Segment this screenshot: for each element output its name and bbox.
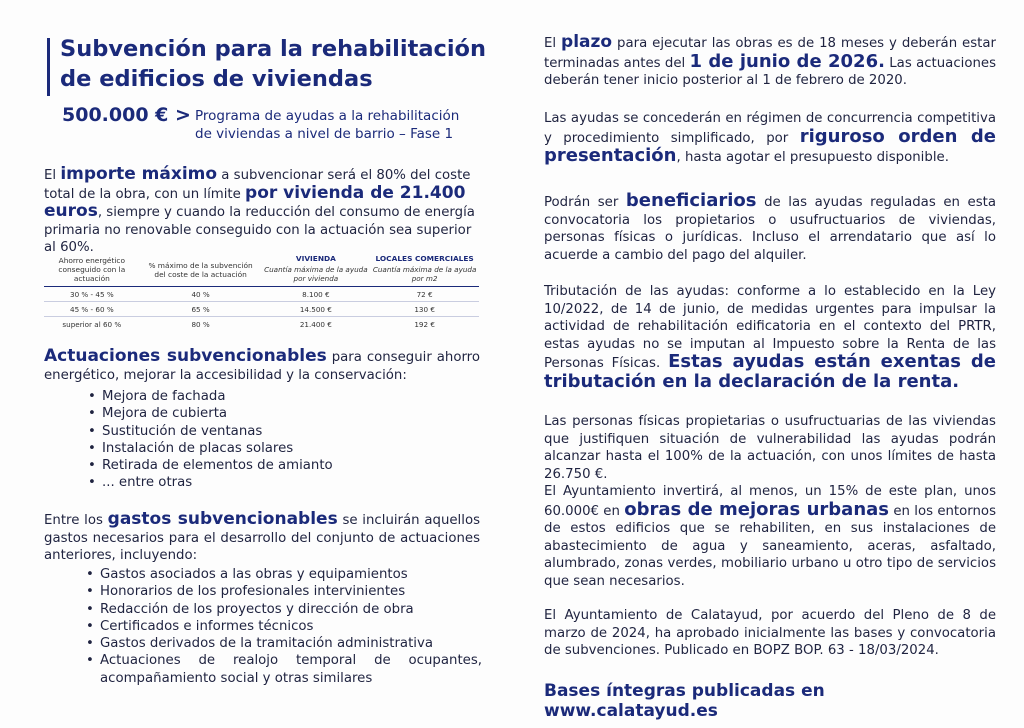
list-item: • Actuaciones de realojo temporal de ocupantes, acompañamiento social y otras similares — [100, 652, 482, 687]
tributacion-paragraph — [544, 283, 996, 392]
page-title — [60, 34, 500, 94]
ayuntamiento-highlight: obras de mejoras urbanas — [624, 498, 890, 520]
title-line-1: Subvención para la rehabilitación — [60, 36, 487, 62]
concurrencia-pre: Las ayudas se concederán en régimen de concurrencia competitiva y procedimiento simplificado, por — [544, 111, 996, 146]
list-item: • ... entre otras — [102, 474, 482, 491]
table-cell: 30 % - 45 % — [44, 287, 140, 302]
table-cell: 8.100 € — [261, 287, 370, 302]
beneficiarios-highlight: beneficiarios — [625, 190, 757, 211]
actuaciones-list — [102, 388, 482, 492]
program-line-2: de viviendas a nivel de barrio – Fase 1 — [195, 125, 454, 142]
list-item: • Redacción de los proyectos y dirección de obra — [100, 601, 482, 618]
table-cell: 45 % - 60 % — [44, 302, 140, 317]
bases-link-text: Bases íntegras publicadas en www.calatayud.es — [544, 681, 825, 721]
program-name — [195, 108, 495, 143]
actuaciones-highlight: Actuaciones subvencionables — [44, 346, 327, 366]
ayuntamiento-post: en los entornos de estos edificios que se rehabiliten, en sus instalaciones de abastecimiento de agua y saneamiento, aceras, asfaltado, alumbrado, zonas verdes, mobiliario urbano u otro tipo de servicios que sean necesarios. — [544, 503, 996, 589]
table-cell: 192 € — [370, 317, 479, 332]
table-cell: superior al 60 % — [44, 317, 140, 332]
table-cell: 72 € — [370, 287, 479, 302]
list-item: • Certificados e informes técnicos — [100, 618, 482, 635]
list-item: • Honorarios de los profesionales intervinientes — [100, 583, 482, 600]
importe-mid: a subvencionar será el 80% del coste total de la obra, con un límite — [44, 168, 471, 202]
col-porcentaje: % máximo de la subvención del coste de la actuación — [140, 253, 262, 287]
beneficiarios-paragraph — [544, 192, 996, 264]
plazo-date: 1 de junio de 2026. — [689, 50, 885, 72]
actuaciones-text: para conseguir ahorro energético, mejorar la accesibilidad y la conservación: — [44, 350, 480, 383]
col-ahorro: Ahorro energético conseguido con la actuación — [44, 253, 140, 287]
title-line-2: de edificios de viviendas — [60, 66, 373, 92]
table-cell: 21.400 € — [261, 317, 370, 332]
plazo-paragraph — [544, 34, 996, 90]
pleno-paragraph: El Ayuntamiento de Calatayud, por acuerdo del Pleno de 8 de marzo de 2024, ha aprobado inicialmente las bases y convocatoria de subvenciones. Publicado en BOPZ BOP. 63 - 18/03/2024. — [544, 608, 996, 658]
concurrencia-highlight: riguroso orden de presentación — [544, 125, 996, 166]
gastos-list — [100, 566, 482, 687]
program-line-1: Programa de ayudas a la rehabilitación — [195, 108, 460, 124]
gastos-text: se incluirán aquellos gastos necesarios para el desarrollo del conjunto de actuaciones anteriores, incluyendo: — [44, 513, 481, 563]
importe-paragraph — [44, 166, 480, 257]
list-item: • Mejora de cubierta — [102, 405, 482, 422]
table-cell: 80 % — [140, 317, 262, 332]
gastos-highlight: gastos subvencionables — [107, 509, 338, 529]
importe-pre: El — [44, 168, 61, 183]
importe-limit: por vivienda de 21.400 euros — [44, 182, 466, 221]
table-row — [44, 317, 479, 332]
plazo-mid: para ejecutar las obras es de 18 meses y deberán estar terminadas antes del — [544, 36, 996, 71]
table-cell: 130 € — [370, 302, 479, 317]
table-cell: 40 % — [140, 287, 262, 302]
plazo-pre: El — [544, 36, 562, 51]
subsidy-table — [44, 253, 479, 332]
beneficiarios-pre: Podrán ser — [544, 195, 626, 210]
concurrencia-paragraph — [544, 110, 996, 167]
list-item: • Instalación de placas solares — [102, 440, 482, 457]
vulnerabilidad-paragraph: Las personas físicas propietarias o usufructuarias de las viviendas que justifiquen situación de vulnerabilidad las ayudas podrán alcanzar hasta el 100% de la actuación, con unos límites de hasta 26.750 €. — [544, 414, 996, 482]
tributacion-text: Tributación de las ayudas: conforme a lo establecido en la Ley 10/2022, de 14 de junio, de medidas urgentes para impulsar la actividad de rehabilitación edificatoria en el contexto del PRTR, estas ayudas no se imputan al Impuesto sobre la Renta de las Personas Físicas. — [544, 284, 996, 371]
importe-highlight: importe máximo — [60, 164, 218, 184]
list-item: • Retirada de elementos de amianto — [102, 457, 482, 474]
gastos-paragraph — [44, 511, 480, 565]
table-cell: 14.500 € — [261, 302, 370, 317]
importe-post: , siempre y cuando la reducción del consumo de energía primaria no renovable conseguido con la actuación sea superior al 60%. — [44, 205, 475, 255]
list-item: • Sustitución de ventanas — [102, 423, 482, 440]
ayuntamiento-pre: El Ayuntamiento invertirá, al menos, un 15% de este plan, unos 60.000€ en — [544, 484, 996, 519]
actuaciones-paragraph — [44, 348, 480, 384]
gastos-pre: Entre los — [44, 513, 108, 528]
plazo-post: Las actuaciones deberán tener inicio posterior al 1 de febrero de 2020. — [544, 55, 996, 88]
tributacion-highlight: Estas ayudas están exentas de tributación en la declaración de la renta. — [544, 351, 996, 392]
list-item: • Mejora de fachada — [102, 388, 482, 405]
plazo-highlight: plazo — [561, 32, 613, 52]
col-locales: LOCALES COMERCIALES — [375, 254, 474, 263]
list-item: • Gastos asociados a las obras y equipamientos — [100, 566, 482, 583]
col-vivienda-sub: Cuantía máxima de la ayuda por vivienda — [261, 264, 370, 287]
title-accent-bar — [47, 38, 50, 96]
beneficiarios-post: de las ayudas reguladas en esta convocatoria los propietarios o usufructuarios de viviendas, personas físicas o jurídicas. Incluso el arrendatario que así lo acuerde a cambio del pago del alquiler. — [544, 195, 996, 263]
list-item: • Gastos derivados de la tramitación administrativa — [100, 635, 482, 652]
ayuntamiento-paragraph — [544, 483, 996, 590]
col-locales-sub: Cuantía máxima de la ayuda por m2 — [370, 264, 479, 287]
table-row — [44, 287, 479, 302]
table-row — [44, 302, 479, 317]
table-cell: 65 % — [140, 302, 262, 317]
concurrencia-post: , hasta agotar el presupuesto disponible. — [676, 150, 949, 165]
col-vivienda: VIVIENDA — [295, 254, 336, 263]
budget-amount: 500.000 € > — [62, 104, 191, 126]
